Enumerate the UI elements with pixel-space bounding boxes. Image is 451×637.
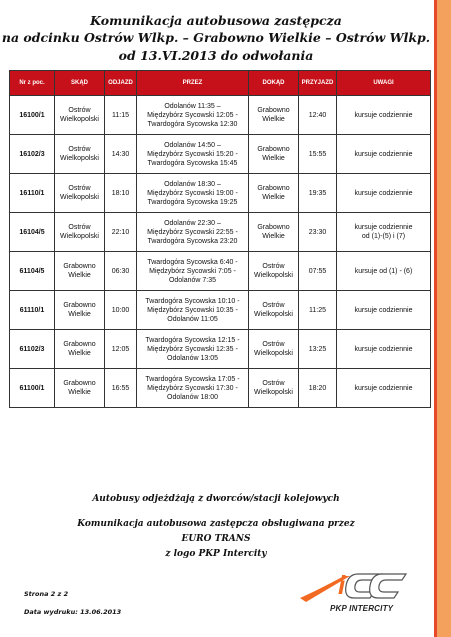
cell-from: Grabowno Wielkie <box>55 291 105 330</box>
col-header-nr: Nr z poc. <box>10 71 55 96</box>
cell-from: Ostrów Wielkopolski <box>55 135 105 174</box>
cell-from: Ostrów Wielkopolski <box>55 96 105 135</box>
cell-via: Odolanów 18:30 – Międzybórz Sycowski 19:00 - Twardogóra Sycowska 19:25 <box>137 174 249 213</box>
cell-notes: kursuje codziennie <box>337 291 431 330</box>
cell-notes: kursuje codziennie <box>337 369 431 408</box>
col-header-from: SKĄD <box>55 71 105 96</box>
table-row <box>10 369 431 408</box>
title-line-3: od 13.VI.2013 do odwołania <box>118 48 314 63</box>
cell-departure: 18:10 <box>105 174 137 213</box>
svg-text:i: i <box>338 570 346 600</box>
title-line-2: na odcinku Ostrów Wlkp. – Grabowno Wielkie – Ostrów Wlkp. <box>1 30 431 45</box>
footer-operator-name: EURO TRANS <box>181 534 251 544</box>
table-header-row <box>10 71 431 96</box>
cell-to: Ostrów Wielkopolski <box>249 330 299 369</box>
table-row <box>10 252 431 291</box>
cell-nr: 61110/1 <box>10 291 55 330</box>
cell-arrival: 18:20 <box>299 369 337 408</box>
cell-arrival: 07:55 <box>299 252 337 291</box>
cell-via: Odolanów 11:35 – Międzybórz Sycowski 12:05 - Twardogóra Sycowska 12:30 <box>137 96 249 135</box>
cell-nr: 16102/3 <box>10 135 55 174</box>
cell-arrival: 15:55 <box>299 135 337 174</box>
cell-via: Twardogóra Sycowska 17:05 - Międzybórz Sycowski 17:30 - Odolanów 18:00 <box>137 369 249 408</box>
cell-departure: 12:05 <box>105 330 137 369</box>
cell-via: Odolanów 14:50 – Międzybórz Sycowski 15:20 - Twardogóra Sycowska 15:45 <box>137 135 249 174</box>
cell-notes: kursuje codziennie <box>337 135 431 174</box>
footer-operator-logo-note: z logo PKP Intercity <box>165 549 267 559</box>
footer-note-stations: Autobusy odjeżdżają z dworców/stacji kolejowych <box>92 494 340 504</box>
cell-from: Ostrów Wielkopolski <box>55 174 105 213</box>
cell-to: Ostrów Wielkopolski <box>249 252 299 291</box>
cell-departure: 16:55 <box>105 369 137 408</box>
cell-from: Grabowno Wielkie <box>55 369 105 408</box>
cell-via: Odolanów 22:30 – Międzybórz Sycowski 22:55 - Twardogóra Sycowska 23:20 <box>137 213 249 252</box>
table-row <box>10 330 431 369</box>
cell-departure: 14:30 <box>105 135 137 174</box>
page-number: Strona 2 z 2 <box>24 590 69 598</box>
cell-arrival: 23:30 <box>299 213 337 252</box>
col-header-arrival: PRZYJAZD <box>299 71 337 96</box>
footer-operator-line: Komunikacja autobusowa zastępcza obsługiwana przez <box>77 519 355 529</box>
cell-departure: 06:30 <box>105 252 137 291</box>
cell-to: Grabowno Wielkie <box>249 135 299 174</box>
cell-from: Grabowno Wielkie <box>55 252 105 291</box>
title-line-1: Komunikacja autobusowa zastępcza <box>90 13 342 28</box>
cell-departure: 11:15 <box>105 96 137 135</box>
table-row <box>10 174 431 213</box>
col-header-notes: UWAGI <box>337 71 431 96</box>
cell-to: Grabowno Wielkie <box>249 213 299 252</box>
cell-arrival: 11:25 <box>299 291 337 330</box>
cell-departure: 22:10 <box>105 213 137 252</box>
cell-nr: 61102/3 <box>10 330 55 369</box>
logo-text: PKP INTERCITY <box>330 604 394 613</box>
col-header-via: PRZEZ <box>137 71 249 96</box>
cell-to: Grabowno Wielkie <box>249 174 299 213</box>
table-row <box>10 213 431 252</box>
cell-departure: 10:00 <box>105 291 137 330</box>
print-date: Data wydruku: 13.06.2013 <box>24 608 122 616</box>
cell-nr: 16104/5 <box>10 213 55 252</box>
table-row <box>10 291 431 330</box>
side-stripe-orange <box>437 0 451 637</box>
cell-notes: kursuje codziennie <box>337 330 431 369</box>
cell-notes: kursuje codziennie <box>337 96 431 135</box>
cell-arrival: 19:35 <box>299 174 337 213</box>
table-row <box>10 96 431 135</box>
cell-to: Grabowno Wielkie <box>249 96 299 135</box>
cell-nr: 16100/1 <box>10 96 55 135</box>
cell-to: Ostrów Wielkopolski <box>249 369 299 408</box>
cell-arrival: 13:25 <box>299 330 337 369</box>
schedule-table <box>9 70 431 408</box>
cell-to: Ostrów Wielkopolski <box>249 291 299 330</box>
cell-nr: 61100/1 <box>10 369 55 408</box>
cell-from: Grabowno Wielkie <box>55 330 105 369</box>
cell-notes: kursuje codziennie od (1)-(5) i (7) <box>337 213 431 252</box>
cell-notes: kursuje codziennie <box>337 174 431 213</box>
cell-nr: 61104/5 <box>10 252 55 291</box>
cell-via: Twardogóra Sycowska 12:15 - Międzybórz Sycowski 12:35 - Odolanów 13:05 <box>137 330 249 369</box>
cell-from: Ostrów Wielkopolski <box>55 213 105 252</box>
cell-via: Twardogóra Sycowska 10:10 - Międzybórz Sycowski 10:35 - Odolanów 11:05 <box>137 291 249 330</box>
cell-arrival: 12:40 <box>299 96 337 135</box>
col-header-to: DOKĄD <box>249 71 299 96</box>
cell-nr: 16110/1 <box>10 174 55 213</box>
cell-via: Twardogóra Sycowska 6:40 - Międzybórz Sycowski 7:05 - Odolanów 7:35 <box>137 252 249 291</box>
table-row <box>10 135 431 174</box>
col-header-departure: ODJAZD <box>105 71 137 96</box>
cell-notes: kursuje od (1) - (6) <box>337 252 431 291</box>
